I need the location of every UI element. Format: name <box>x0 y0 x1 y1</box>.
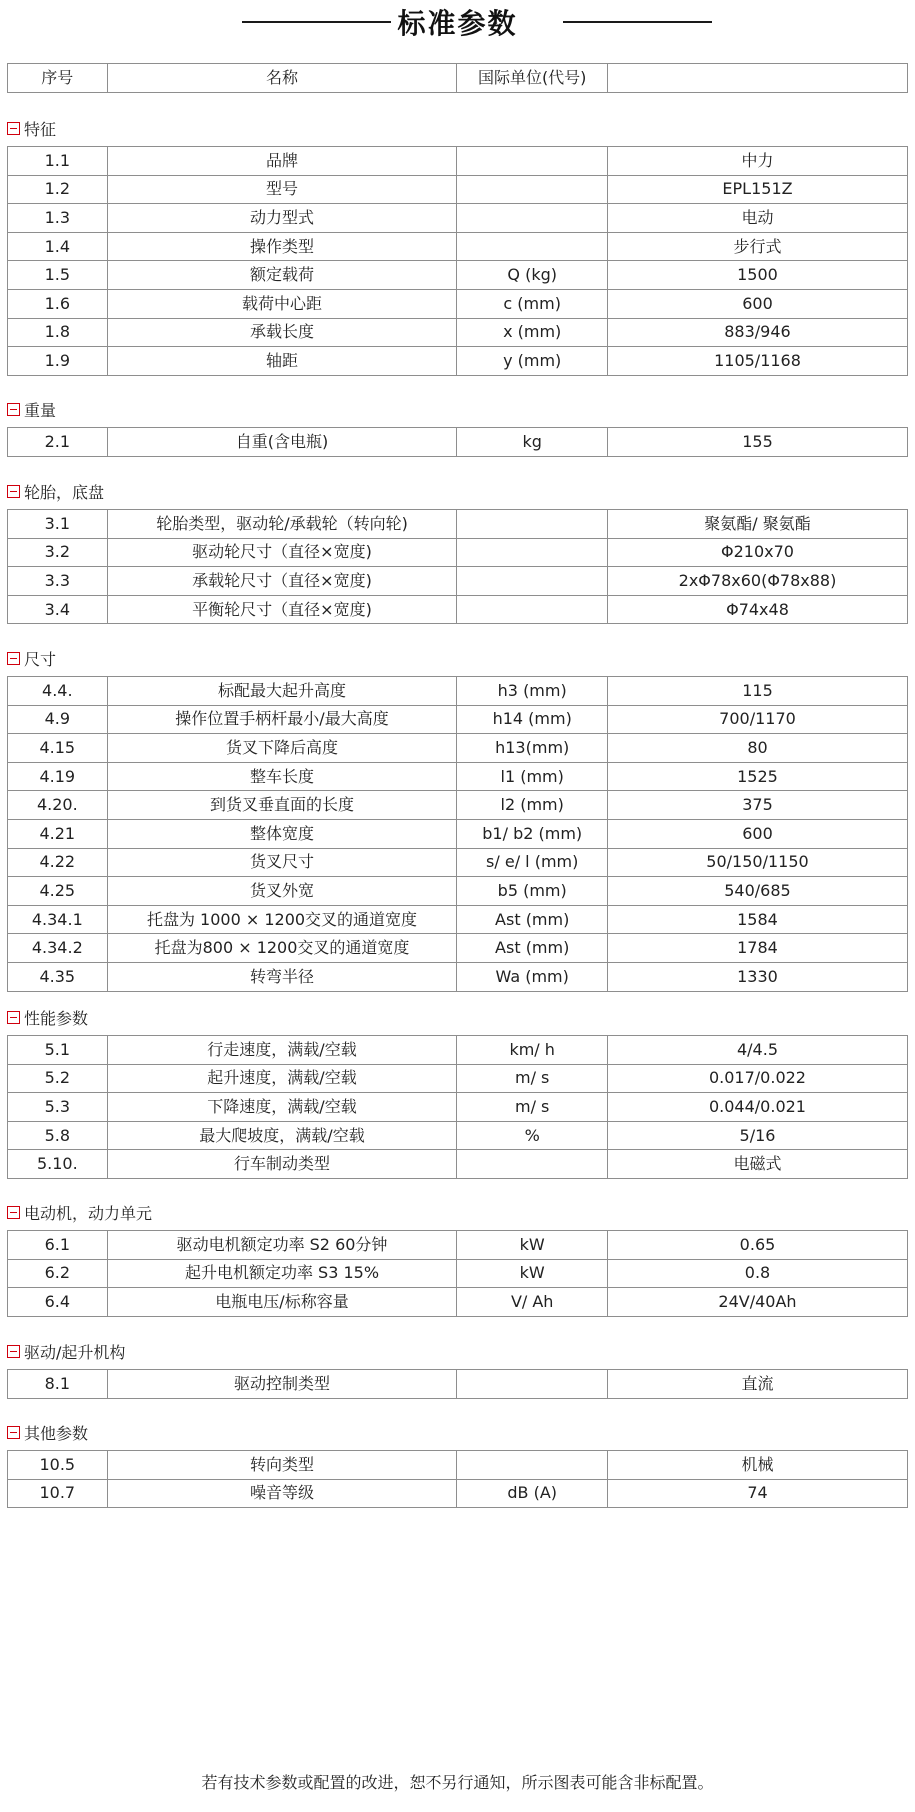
table-row <box>8 232 908 261</box>
cell-value: 375 <box>607 791 907 820</box>
section-title: 重量 <box>24 400 57 420</box>
cell-unit: km/ h <box>457 1036 608 1065</box>
cell-index: 10.5 <box>8 1451 108 1480</box>
table-row <box>8 1451 908 1480</box>
cell-name: 转向类型 <box>107 1451 457 1480</box>
table-row <box>8 1093 908 1122</box>
cell-name: 标配最大起升高度 <box>107 677 457 706</box>
cell-name: 整车长度 <box>107 762 457 791</box>
cell-index: 3.2 <box>8 538 108 567</box>
collapse-minus-icon[interactable] <box>7 1011 20 1024</box>
cell-value: 聚氨酯/ 聚氨酯 <box>607 510 907 539</box>
table-row <box>8 905 908 934</box>
cell-index: 4.25 <box>8 877 108 906</box>
section-heading[interactable] <box>7 1341 125 1361</box>
cell-name: 承载轮尺寸（直径×宽度) <box>107 567 457 596</box>
cell-name: 货叉外宽 <box>107 877 457 906</box>
cell-value: 115 <box>607 677 907 706</box>
cell-unit: h13(mm) <box>457 734 608 763</box>
cell-value: 1105/1168 <box>607 347 907 376</box>
cell-value: 1584 <box>607 905 907 934</box>
table-row <box>8 1150 908 1179</box>
cell-value: 直流 <box>607 1370 907 1399</box>
cell-name: 货叉下降后高度 <box>107 734 457 763</box>
table-row <box>8 1288 908 1317</box>
table-row <box>8 1370 908 1399</box>
cell-index: 1.2 <box>8 175 108 204</box>
cell-value: 74 <box>607 1479 907 1508</box>
cell-value: 电动 <box>607 204 907 233</box>
cell-index: 1.1 <box>8 147 108 176</box>
cell-name: 行走速度，满载/空载 <box>107 1036 457 1065</box>
spec-table <box>7 427 908 457</box>
collapse-minus-icon[interactable] <box>7 652 20 665</box>
section-heading[interactable] <box>7 1422 88 1442</box>
cell-name: 轮胎类型，驱动轮/承载轮（转向轮) <box>107 510 457 539</box>
spec-table <box>7 1035 908 1179</box>
cell-value: 1500 <box>607 261 907 290</box>
cell-name: 驱动电机额定功率 S2 60分钟 <box>107 1231 457 1260</box>
cell-unit: kW <box>457 1259 608 1288</box>
table-row <box>8 204 908 233</box>
spec-header-table <box>7 63 908 93</box>
cell-name: 平衡轮尺寸（直径×宽度) <box>107 595 457 624</box>
cell-value: 0.65 <box>607 1231 907 1260</box>
cell-unit: kW <box>457 1231 608 1260</box>
cell-index: 5.1 <box>8 1036 108 1065</box>
cell-unit <box>457 1370 608 1399</box>
cell-unit <box>457 567 608 596</box>
cell-index: 4.4. <box>8 677 108 706</box>
collapse-minus-icon[interactable] <box>7 1206 20 1219</box>
cell-unit: dB (A) <box>457 1479 608 1508</box>
cell-unit: m/ s <box>457 1064 608 1093</box>
cell-index: 4.22 <box>8 848 108 877</box>
cell-unit: Ast (mm) <box>457 905 608 934</box>
cell-value: 50/150/1150 <box>607 848 907 877</box>
cell-value: 中力 <box>607 147 907 176</box>
table-row <box>8 538 908 567</box>
cell-unit: l1 (mm) <box>457 762 608 791</box>
cell-value: 步行式 <box>607 232 907 261</box>
cell-index: 4.34.2 <box>8 934 108 963</box>
cell-index: 4.15 <box>8 734 108 763</box>
cell-value: 600 <box>607 819 907 848</box>
cell-unit: Wa (mm) <box>457 962 608 991</box>
section-heading[interactable] <box>7 399 56 419</box>
table-row <box>8 877 908 906</box>
cell-value: 80 <box>607 734 907 763</box>
cell-unit <box>457 1451 608 1480</box>
cell-unit: 国际单位(代号) <box>457 64 608 93</box>
cell-value: 700/1170 <box>607 705 907 734</box>
spec-table <box>7 1450 908 1508</box>
table-row <box>8 175 908 204</box>
section-title: 驱动/起升机构 <box>24 1342 126 1362</box>
table-row <box>8 934 908 963</box>
cell-index: 8.1 <box>8 1370 108 1399</box>
cell-value: 2xΦ78x60(Φ78x88) <box>607 567 907 596</box>
cell-index: 4.35 <box>8 962 108 991</box>
table-row <box>8 595 908 624</box>
table-row <box>8 1231 908 1260</box>
cell-index: 4.20. <box>8 791 108 820</box>
section-title: 电动机，动力单元 <box>24 1203 153 1223</box>
cell-unit <box>457 175 608 204</box>
cell-unit: Q (kg) <box>457 261 608 290</box>
cell-unit: % <box>457 1121 608 1150</box>
section-heading[interactable] <box>7 1202 152 1222</box>
section-title: 其他参数 <box>24 1423 89 1443</box>
cell-name: 型号 <box>107 175 457 204</box>
cell-name: 驱动轮尺寸（直径×宽度) <box>107 538 457 567</box>
table-row <box>8 289 908 318</box>
page-title: 标准参数 <box>397 7 518 40</box>
cell-name: 操作类型 <box>107 232 457 261</box>
cell-unit <box>457 204 608 233</box>
cell-index: 4.34.1 <box>8 905 108 934</box>
section-title: 尺寸 <box>24 649 57 669</box>
table-row <box>8 567 908 596</box>
table-row <box>8 762 908 791</box>
cell-unit <box>457 147 608 176</box>
cell-unit: h3 (mm) <box>457 677 608 706</box>
cell-index: 1.3 <box>8 204 108 233</box>
cell-value: 1525 <box>607 762 907 791</box>
collapse-minus-icon[interactable] <box>7 1345 20 1358</box>
cell-unit: s/ e/ l (mm) <box>457 848 608 877</box>
spec-table <box>7 1369 908 1399</box>
section-title: 轮胎，底盘 <box>24 482 105 502</box>
cell-name: 自重(含电瓶) <box>107 428 457 457</box>
footnote: 若有技术参数或配置的改进，恕不另行通知，所示图表可能含非标配置。 <box>201 1773 714 1792</box>
table-row <box>8 848 908 877</box>
cell-index: 1.4 <box>8 232 108 261</box>
table-row <box>8 819 908 848</box>
table-row <box>8 1479 908 1508</box>
section-title: 特征 <box>24 119 57 139</box>
cell-unit: h14 (mm) <box>457 705 608 734</box>
table-row <box>8 705 908 734</box>
cell-name: 整体宽度 <box>107 819 457 848</box>
cell-unit: c (mm) <box>457 289 608 318</box>
cell-name: 到货叉垂直面的长度 <box>107 791 457 820</box>
cell-unit <box>457 538 608 567</box>
cell-name: 托盘为800 × 1200交叉的通道宽度 <box>107 934 457 963</box>
cell-unit: l2 (mm) <box>457 791 608 820</box>
page-header <box>0 0 915 44</box>
collapse-minus-icon[interactable] <box>7 122 20 135</box>
cell-index: 1.8 <box>8 318 108 347</box>
cell-index: 4.19 <box>8 762 108 791</box>
cell-name: 下降速度，满载/空载 <box>107 1093 457 1122</box>
cell-value: 0.044/0.021 <box>607 1093 907 1122</box>
cell-index: 2.1 <box>8 428 108 457</box>
table-row <box>8 677 908 706</box>
cell-index: 6.4 <box>8 1288 108 1317</box>
cell-index: 4.21 <box>8 819 108 848</box>
cell-index: 1.5 <box>8 261 108 290</box>
cell-unit <box>457 510 608 539</box>
cell-name: 托盘为 1000 × 1200交叉的通道宽度 <box>107 905 457 934</box>
cell-value: 电磁式 <box>607 1150 907 1179</box>
cell-name: 电瓶电压/标称容量 <box>107 1288 457 1317</box>
cell-unit: m/ s <box>457 1093 608 1122</box>
cell-index: 3.1 <box>8 510 108 539</box>
cell-value: 5/16 <box>607 1121 907 1150</box>
table-row <box>8 1036 908 1065</box>
cell-value: 600 <box>607 289 907 318</box>
cell-name: 驱动控制类型 <box>107 1370 457 1399</box>
header-row <box>8 64 908 93</box>
spec-table <box>7 509 908 624</box>
table-row <box>8 510 908 539</box>
cell-index: 5.3 <box>8 1093 108 1122</box>
cell-unit: y (mm) <box>457 347 608 376</box>
cell-index: 6.2 <box>8 1259 108 1288</box>
cell-unit: V/ Ah <box>457 1288 608 1317</box>
cell-index: 10.7 <box>8 1479 108 1508</box>
cell-index: 序号 <box>8 64 108 93</box>
table-row <box>8 1064 908 1093</box>
cell-name: 承载长度 <box>107 318 457 347</box>
cell-value: Φ74x48 <box>607 595 907 624</box>
cell-index: 6.1 <box>8 1231 108 1260</box>
cell-name: 动力型式 <box>107 204 457 233</box>
table-row <box>8 962 908 991</box>
table-row <box>8 1121 908 1150</box>
cell-value: 1330 <box>607 962 907 991</box>
cell-value: Φ210x70 <box>607 538 907 567</box>
cell-index: 1.9 <box>8 347 108 376</box>
table-row <box>8 791 908 820</box>
cell-index: 3.3 <box>8 567 108 596</box>
cell-name: 名称 <box>107 64 457 93</box>
cell-value: 540/685 <box>607 877 907 906</box>
section-heading[interactable] <box>7 118 56 138</box>
collapse-minus-icon[interactable] <box>7 403 20 416</box>
cell-value <box>607 64 907 93</box>
cell-index: 4.9 <box>8 705 108 734</box>
section-title: 性能参数 <box>24 1008 89 1028</box>
cell-name: 转弯半径 <box>107 962 457 991</box>
cell-name: 载荷中心距 <box>107 289 457 318</box>
cell-value: 机械 <box>607 1451 907 1480</box>
cell-name: 货叉尺寸 <box>107 848 457 877</box>
cell-value: 24V/40Ah <box>607 1288 907 1317</box>
cell-value: 0.017/0.022 <box>607 1064 907 1093</box>
cell-value: 4/4.5 <box>607 1036 907 1065</box>
cell-value: 0.8 <box>607 1259 907 1288</box>
cell-name: 轴距 <box>107 347 457 376</box>
cell-name: 噪音等级 <box>107 1479 457 1508</box>
spec-table <box>7 1230 908 1317</box>
table-row <box>8 147 908 176</box>
cell-value: 883/946 <box>607 318 907 347</box>
cell-index: 5.10. <box>8 1150 108 1179</box>
collapse-minus-icon[interactable] <box>7 485 20 498</box>
table-row <box>8 347 908 376</box>
cell-name: 起升速度，满载/空载 <box>107 1064 457 1093</box>
cell-name: 起升电机额定功率 S3 15% <box>107 1259 457 1288</box>
cell-name: 操作位置手柄杆最小/最大高度 <box>107 705 457 734</box>
cell-name: 品牌 <box>107 147 457 176</box>
table-row <box>8 318 908 347</box>
table-row <box>8 261 908 290</box>
cell-index: 1.6 <box>8 289 108 318</box>
spec-table <box>7 146 908 376</box>
cell-index: 5.8 <box>8 1121 108 1150</box>
cell-unit: b1/ b2 (mm) <box>457 819 608 848</box>
table-row <box>8 428 908 457</box>
cell-unit: x (mm) <box>457 318 608 347</box>
section-heading[interactable] <box>7 648 56 668</box>
cell-unit <box>457 595 608 624</box>
spec-table <box>7 676 908 992</box>
cell-name: 最大爬坡度，满载/空载 <box>107 1121 457 1150</box>
cell-value: 155 <box>607 428 907 457</box>
cell-value: EPL151Z <box>607 175 907 204</box>
cell-unit <box>457 232 608 261</box>
cell-unit: Ast (mm) <box>457 934 608 963</box>
cell-unit: b5 (mm) <box>457 877 608 906</box>
cell-unit <box>457 1150 608 1179</box>
cell-value: 1784 <box>607 934 907 963</box>
cell-name: 额定载荷 <box>107 261 457 290</box>
table-row <box>8 1259 908 1288</box>
table-row <box>8 734 908 763</box>
title-rule-right <box>563 21 712 23</box>
section-heading[interactable] <box>7 481 104 501</box>
cell-name: 行车制动类型 <box>107 1150 457 1179</box>
section-heading[interactable] <box>7 1007 88 1027</box>
cell-index: 3.4 <box>8 595 108 624</box>
cell-index: 5.2 <box>8 1064 108 1093</box>
cell-unit: kg <box>457 428 608 457</box>
collapse-minus-icon[interactable] <box>7 1426 20 1439</box>
